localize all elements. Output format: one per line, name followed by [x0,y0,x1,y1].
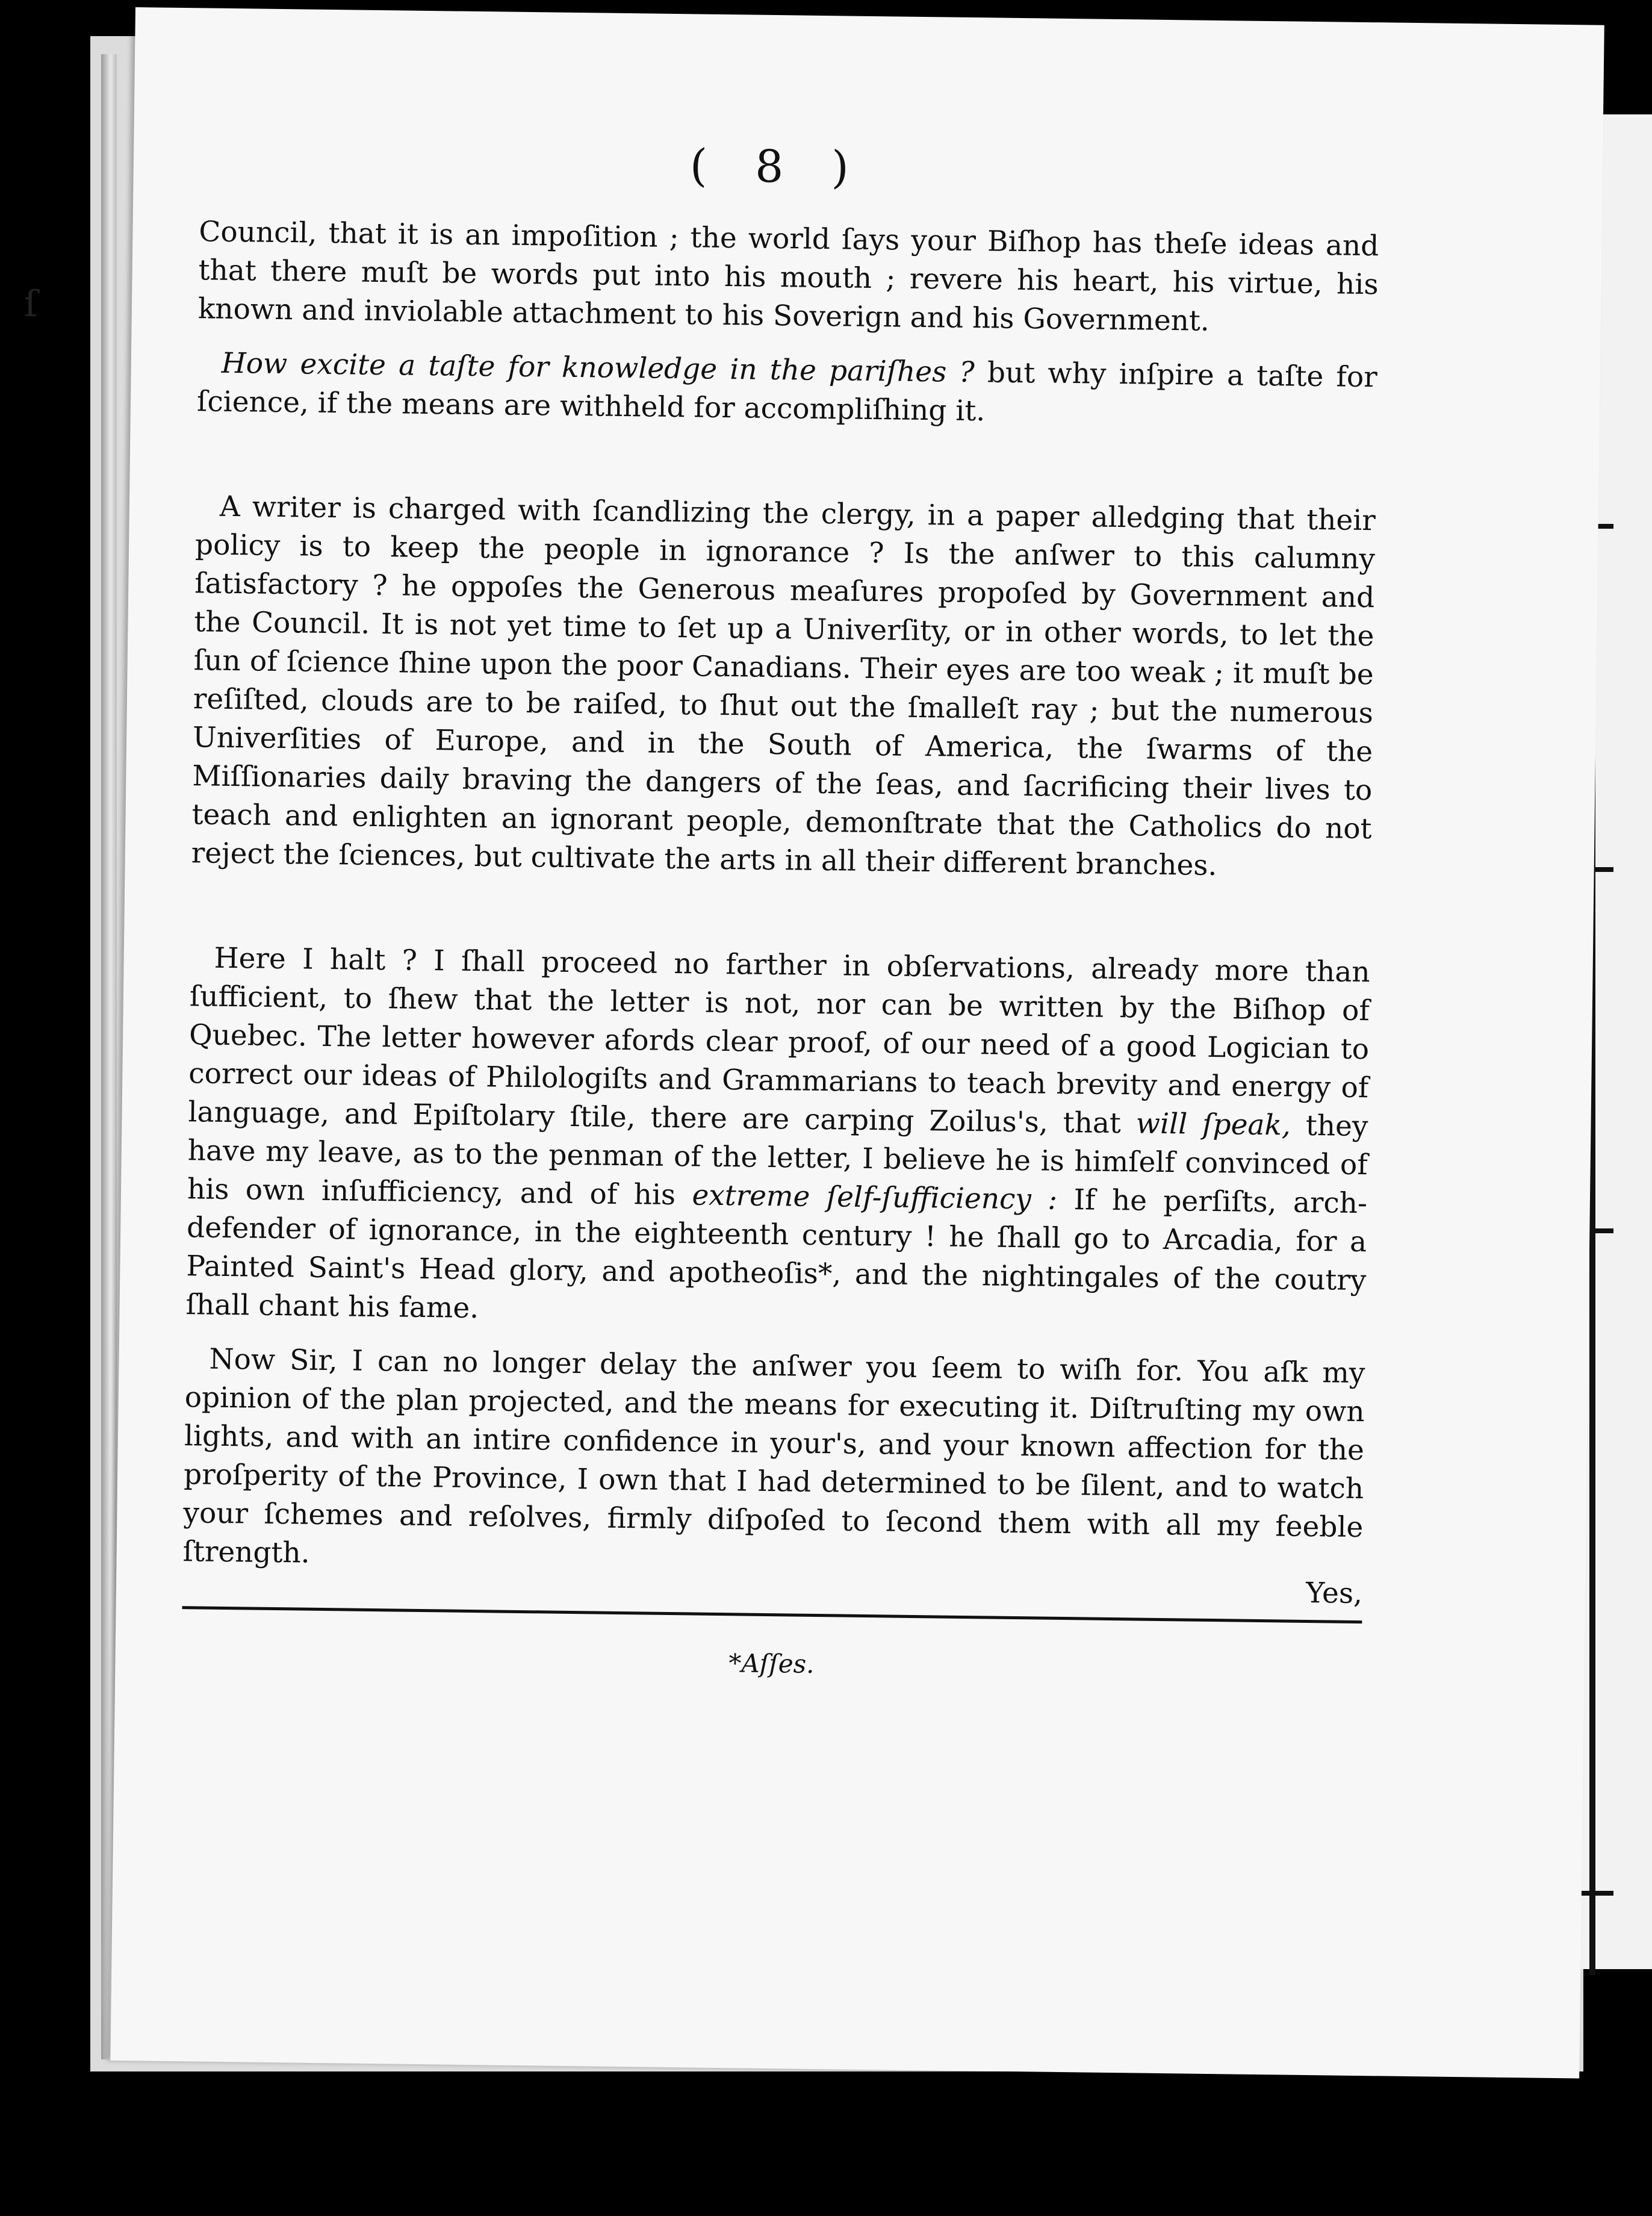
paragraph [197,213,1379,343]
footnote: *Aſſes. [728,1648,815,1679]
margin-mark: ſ [24,283,38,325]
paragraph-text: Now Sir, I can no longer delay the anſwer you ſeem to wiſh for. You aſk my opinion of the plan projected, and the means for executing it. Diſtruſting my own lights, and with an intire confidence in your's, and your known affection for the proſperity of the Province, I own that I had determined to be ſilent, and to watch your ſchemes and reſolves, firmly diſpoſed to ſecond them with all my feeble ſtrength. [182,1342,1365,1570]
paragraph [197,344,1377,435]
paragraph-text: but why inſpire a taſte for ſcience, if the means are withheld for accompliſhing it. [196,356,1377,428]
catchword: Yes, [1305,1576,1363,1611]
paragraph-text: A writer is charged with ſcandlizing the clergy, in a paper alledging that their policy is to keep the people in ignorance ? Is the anſwer to this calumny ſatisfactory ? he oppoſes the Generous meaſures propoſed by Government and the Council. It is not yet time to ſet up a Univerſity, or in other words, to let the ſun of ſcience ſhine upon the poor Canadians. Their eyes are too weak ; it muſt be reſiſted, clouds are to be raiſed, to ſhut out the ſmalleſt ray ; but the numerous Univerſities of Europe, and in the South of America, the ſwarms of the Miſſionaries daily braving the dangers of the ſeas, and ſacrificing their lives to teach and enlighten an ignorant people, demonſtrate that the Catholics do not reject the ſciences, but cultivate the arts in all their different branches. [191,490,1376,883]
italic-text: will ſpeak, [1135,1107,1291,1142]
document-page [110,7,1604,2079]
paragraph-text: Council, that it is an impoſition ; the world ſays your Biſhop has theſe ideas and that there muſt be words put into his mouth ; revere his heart, his virtue, his known and inviolable attachment to his Soverign and his Government. [197,215,1379,338]
paragraph-text: If he perſiſts, arch-defender of ignorance, in the eighteenth century ! he ſhall go to Arcadia, for a Painted Saint's Head glory, and apotheoſis*, and the nightingales of the coutry ſhall chant his fame. [185,1183,1368,1325]
italic-text: How excite a taſte for knowledge in the pariſhes ? [221,346,975,390]
footnote-rule [182,1606,1362,1623]
paragraph-text: they have my leave, as to the penman of the letter, I believe he is himſelf convinced of his own inſufficiency, and of his [187,1109,1368,1212]
page-number: ( 8 ) [689,140,866,194]
paragraph [182,1340,1365,1586]
paragraph [185,939,1370,1339]
paragraph-text: Here I halt ? I ſhall proceed no farther in obſervations, already more than ſufficient, to ſhew that the letter is not, nor can be written by the Biſhop of Quebec. The letter however afords clear proof, of our need of a good Logician to correct our ideas of Philologiſts and Grammarians to teach brevity and energy of language, and Epiſtolary ſtile, there are carping Zoilus's, that [188,941,1370,1141]
italic-text: extreme ſelf-ſufficiency : [692,1178,1058,1216]
page-text [181,140,1380,1690]
paragraph [191,487,1376,887]
